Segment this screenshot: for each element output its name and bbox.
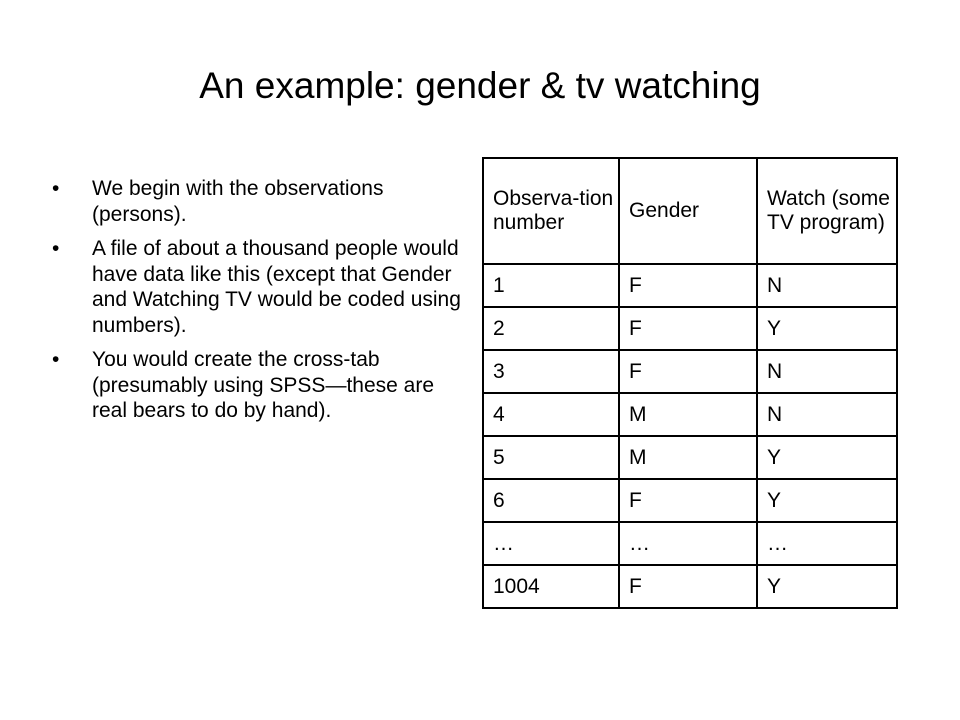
bullet-item — [52, 347, 472, 424]
cell-gender: F — [619, 479, 757, 522]
cell-observation: 3 — [483, 350, 619, 393]
cell-observation: … — [483, 522, 619, 565]
table-row — [483, 565, 897, 608]
cell-gender: F — [619, 264, 757, 307]
cell-gender: F — [619, 307, 757, 350]
bullet-text: We begin with the observations (persons). — [92, 177, 384, 226]
bullet-list — [52, 176, 472, 433]
cell-watch: Y — [757, 479, 897, 522]
slide-title: An example: gender & tv watching — [199, 65, 761, 106]
cell-gender: F — [619, 565, 757, 608]
observations-table — [482, 157, 898, 609]
table-row — [483, 307, 897, 350]
cell-observation: 6 — [483, 479, 619, 522]
bullet-text: A file of about a thousand people would have data like this (except that Gender and Watching TV would be coded using numbers). — [92, 237, 461, 337]
table-row — [483, 479, 897, 522]
cell-watch: … — [757, 522, 897, 565]
table-row — [483, 436, 897, 479]
cell-observation: 4 — [483, 393, 619, 436]
bullet-item — [52, 236, 472, 338]
cell-observation: 1004 — [483, 565, 619, 608]
cell-watch: N — [757, 264, 897, 307]
table-row — [483, 522, 897, 565]
header-watch: Watch (some TV program) — [757, 158, 897, 264]
cell-watch: N — [757, 350, 897, 393]
table-row — [483, 264, 897, 307]
cell-observation: 2 — [483, 307, 619, 350]
cell-observation: 5 — [483, 436, 619, 479]
table-row — [483, 393, 897, 436]
cell-gender: M — [619, 393, 757, 436]
cell-watch: N — [757, 393, 897, 436]
header-gender: Gender — [619, 158, 757, 264]
cell-gender: F — [619, 350, 757, 393]
table-row — [483, 350, 897, 393]
bullet-item — [52, 176, 472, 227]
cell-gender: M — [619, 436, 757, 479]
bullet-marker: • — [52, 237, 60, 260]
bullet-marker: • — [52, 177, 60, 200]
header-observation-number: Observa-tion number — [483, 158, 619, 264]
cell-watch: Y — [757, 436, 897, 479]
cell-gender: … — [619, 522, 757, 565]
cell-watch: Y — [757, 565, 897, 608]
bullet-marker: • — [52, 348, 60, 371]
bullet-text: You would create the cross-tab (presumably using SPSS—these are real bears to do by hand). — [92, 348, 434, 422]
cell-watch: Y — [757, 307, 897, 350]
table-header-row — [483, 158, 897, 264]
cell-observation: 1 — [483, 264, 619, 307]
